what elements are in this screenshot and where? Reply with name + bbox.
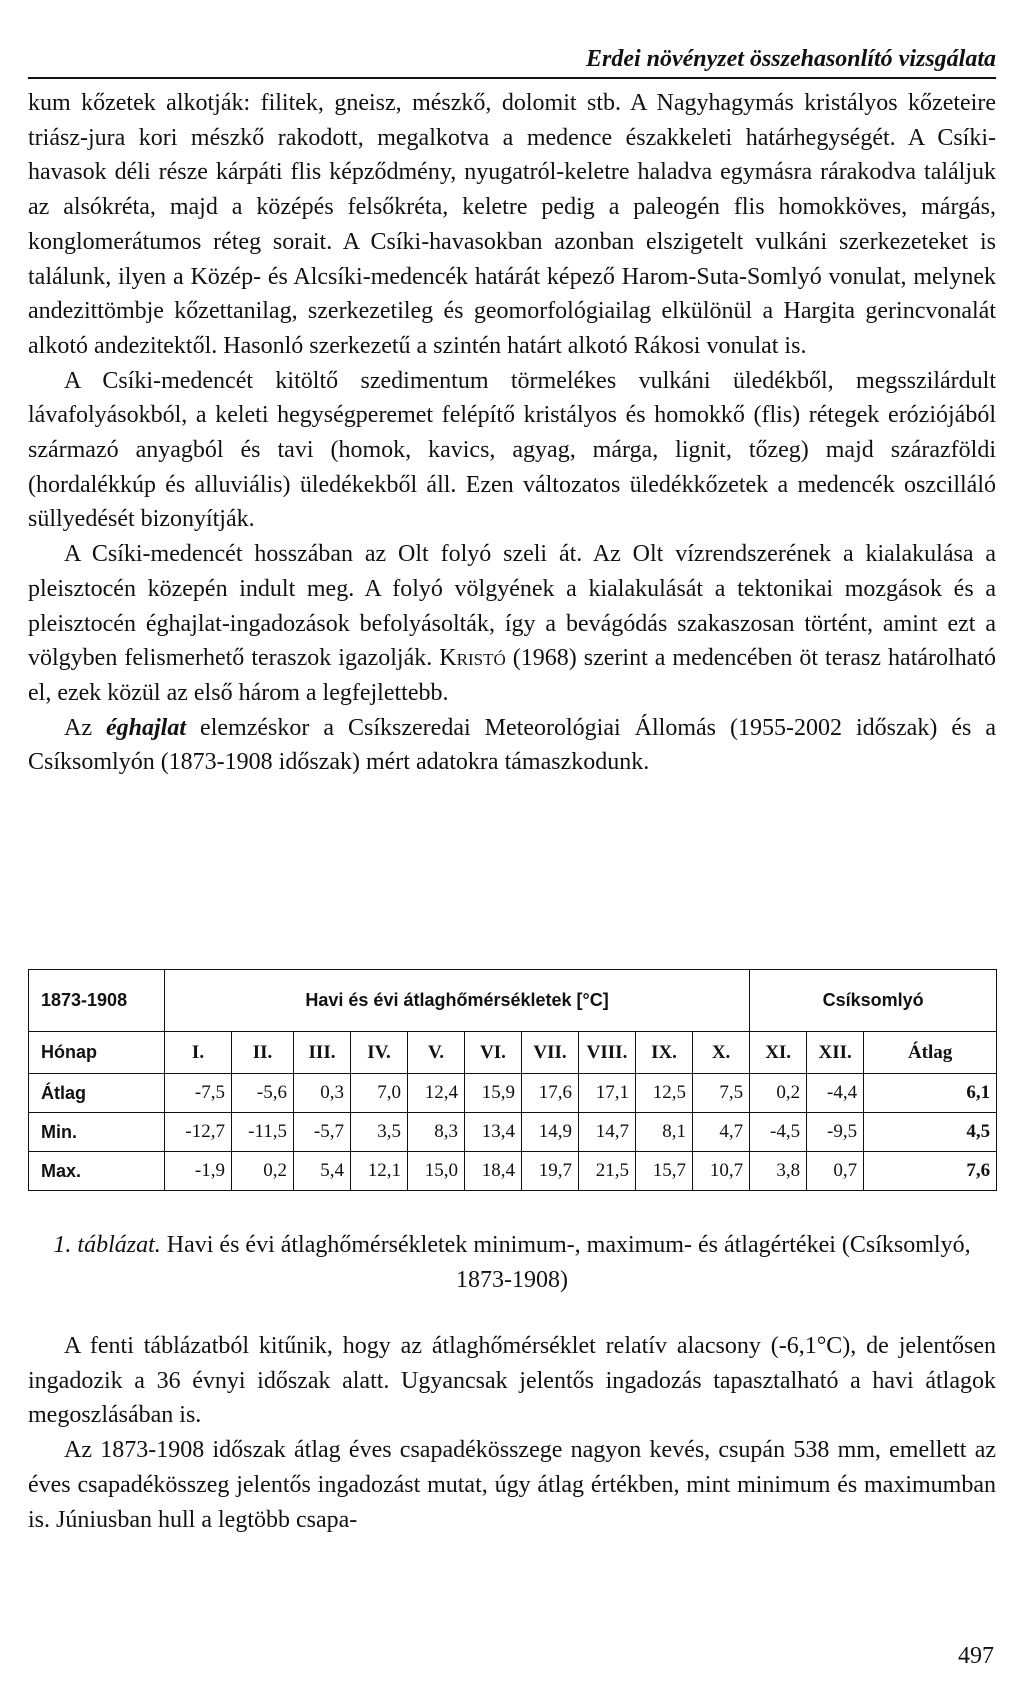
table-row-mean — [29, 1074, 997, 1113]
value-cell: -1,9 — [165, 1152, 232, 1191]
paragraph-table-summary: A fenti táblázatból kitűnik, hogy az átlaghőmérséklet relatív alacsony (-6,1°C), de jelentősen ingadozik a 36 évnyi időszak alatt. Ugyancsak jelentős ingadozás tapasztalható a havi átlagok megoszlásában is. — [28, 1333, 996, 1429]
month-cell: IX. — [636, 1032, 693, 1074]
value-cell: 7,5 — [693, 1074, 750, 1113]
month-cell: VII. — [522, 1032, 579, 1074]
table-caption — [28, 1228, 996, 1298]
month-cell: IV. — [351, 1032, 408, 1074]
month-cell: VIII. — [579, 1032, 636, 1074]
month-cell: XI. — [750, 1032, 807, 1074]
value-cell: 17,1 — [579, 1074, 636, 1113]
value-cell: 12,4 — [408, 1074, 465, 1113]
value-cell: 0,7 — [807, 1152, 864, 1191]
value-cell: 15,7 — [636, 1152, 693, 1191]
value-cell: 8,3 — [408, 1113, 465, 1152]
temperature-table — [28, 969, 997, 1191]
value-cell: 8,1 — [636, 1113, 693, 1152]
row-label: Min. — [29, 1113, 165, 1152]
value-cell: 5,4 — [294, 1152, 351, 1191]
value-cell: 0,3 — [294, 1074, 351, 1113]
value-cell: 4,7 — [693, 1113, 750, 1152]
value-cell: -5,6 — [232, 1074, 294, 1113]
value-cell: -4,4 — [807, 1074, 864, 1113]
value-cell: 14,9 — [522, 1113, 579, 1152]
month-cell: VI. — [465, 1032, 522, 1074]
annual-value-cell: 7,6 — [864, 1152, 997, 1191]
temperature-table-wrapper — [28, 969, 996, 1191]
body-text-top — [28, 86, 996, 780]
caption-label: 1. táblázat. — [53, 1232, 161, 1258]
annual-header-cell: Átlag — [864, 1032, 997, 1074]
value-cell: 18,4 — [465, 1152, 522, 1191]
month-cell: III. — [294, 1032, 351, 1074]
paragraph-climate-text-before: Az — [64, 714, 107, 741]
value-cell: 15,9 — [465, 1074, 522, 1113]
month-cell: XII. — [807, 1032, 864, 1074]
caption-text: Havi és évi átlaghőmérsékletek minimum-, maximum- és átlagértékei (Csíksomlyó, 1873-1908) — [166, 1232, 971, 1293]
value-cell: 0,2 — [750, 1074, 807, 1113]
table-row-max — [29, 1152, 997, 1191]
value-cell: 0,2 — [232, 1152, 294, 1191]
value-cell: 7,0 — [351, 1074, 408, 1113]
value-cell: -12,7 — [165, 1113, 232, 1152]
row-label: Átlag — [29, 1074, 165, 1113]
paragraph-olt-river — [28, 537, 996, 711]
month-cell: I. — [165, 1032, 232, 1074]
table-title-cell: Havi és évi átlaghőmérsékletek [°C] — [165, 970, 750, 1032]
value-cell: 21,5 — [579, 1152, 636, 1191]
month-cell: II. — [232, 1032, 294, 1074]
value-cell: -5,7 — [294, 1113, 351, 1152]
paragraph-geology: kum kőzetek alkotják: filitek, gneisz, mészkő, dolomit stb. A Nagyhagymás kristályos kőzeteire triász-jura kori mészkő rakodott, megalkotva a medence északkeleti határhegységét. A Csíki-havasok déli része kárpáti flis képződmény, nyugatról-keletre haladva egymásra rárakodva találjuk az alsókréta, majd a középés felsőkréta, keletre pedig a paleogén flis homokköves, márgás, konglomerátumos réteg sorait. A Csíki-havasokban azonban elszigetelt vulkáni szerkezeteket is találunk, ilyen a Közép- és Alcsíki-medencék határát képező Harom-Suta-Somlyó vonulat, melynek andezittömbje kőzettanilag, szerkezetileg és geomorfológiailag elkülönül a Hargita gerincvonalát alkotó andezitektől. Hasonló szerkezetű a szintén határt alkotó Rákosi vonulat is. — [28, 90, 996, 359]
value-cell: 14,7 — [579, 1113, 636, 1152]
value-cell: 12,5 — [636, 1074, 693, 1113]
body-text-bottom — [28, 1329, 996, 1537]
paragraph-climate-text-after: elemzéskor a Csíkszeredai Meteorológiai Állomás (1955-2002 időszak) és a Csíksomlyón (1873-1908 időszak) mért adatokra támaszkodunk. — [28, 714, 997, 776]
value-cell: 3,8 — [750, 1152, 807, 1191]
paragraph-precipitation: Az 1873-1908 időszak átlag éves csapadékösszege nagyon kevés, csupán 538 mm, emellett az éves csapadékösszeg jelentős ingadozást mutat, úgy átlag értékben, mint minimum és maximumban is. Júniusban hull a legtöbb csapa- — [28, 1437, 996, 1533]
author-name: Kristó — [439, 645, 506, 672]
emphasis-term: éghajlat — [106, 714, 187, 741]
table-title-row — [29, 970, 997, 1032]
annual-value-cell: 4,5 — [864, 1113, 997, 1152]
value-cell: 12,1 — [351, 1152, 408, 1191]
paragraph-sediments: A Csíki-medencét kitöltő szedimentum törmelékes vulkáni üledékből, megsszilárdult lávafolyásokból, a keleti hegységperemet felépítő kristályos és homokkő (flis) rétegek eróziójából származó anyagból és tavi (homok, kavics, agyag, márga, lignit, tőzeg) majd szárazföldi (hordalékkúp és alluviális) üledékekből áll. Ezen változatos üledékkőzetek a medencék oszcilláló süllyedését bizonyítják. — [28, 367, 996, 533]
month-cell: X. — [693, 1032, 750, 1074]
table-location-cell: Csíksomlyó — [750, 970, 997, 1032]
row-label: Max. — [29, 1152, 165, 1191]
annual-value-cell: 6,1 — [864, 1074, 997, 1113]
value-cell: 13,4 — [465, 1113, 522, 1152]
table-month-row — [29, 1032, 997, 1074]
paragraph-climate — [28, 711, 996, 780]
running-head: Erdei növényzet összehasonlító vizsgálata — [585, 46, 996, 72]
value-cell: -4,5 — [750, 1113, 807, 1152]
value-cell: 17,6 — [522, 1074, 579, 1113]
page-number: 497 — [958, 1643, 994, 1669]
table-period-cell: 1873-1908 — [29, 970, 165, 1032]
value-cell: -7,5 — [165, 1074, 232, 1113]
header-rule — [28, 77, 996, 79]
value-cell: 10,7 — [693, 1152, 750, 1191]
paragraph-olt-text-after: (1968) szerint a medencében öt terasz határolható el, ezek közül az első három a legfejlettebb. — [28, 645, 996, 706]
month-header-label: Hónap — [29, 1032, 165, 1074]
value-cell: -11,5 — [232, 1113, 294, 1152]
value-cell: 19,7 — [522, 1152, 579, 1191]
month-cell: V. — [408, 1032, 465, 1074]
value-cell: -9,5 — [807, 1113, 864, 1152]
value-cell: 3,5 — [351, 1113, 408, 1152]
value-cell: 15,0 — [408, 1152, 465, 1191]
paragraph-olt-text-before: A Csíki-medencét hosszában az Olt folyó szeli át. Az Olt vízrendszerének a kialakulása a pleisztocén közepén indult meg. A folyó völgyének a kialakulását a tektonikai mozgások és a pleisztocén éghajlat-ingadozások befolyásolták, így a bevágódás szakaszosan történt, amint ezt a völgyben felismerhető teraszok igazolják. — [28, 541, 996, 672]
table-row-min — [29, 1113, 997, 1152]
